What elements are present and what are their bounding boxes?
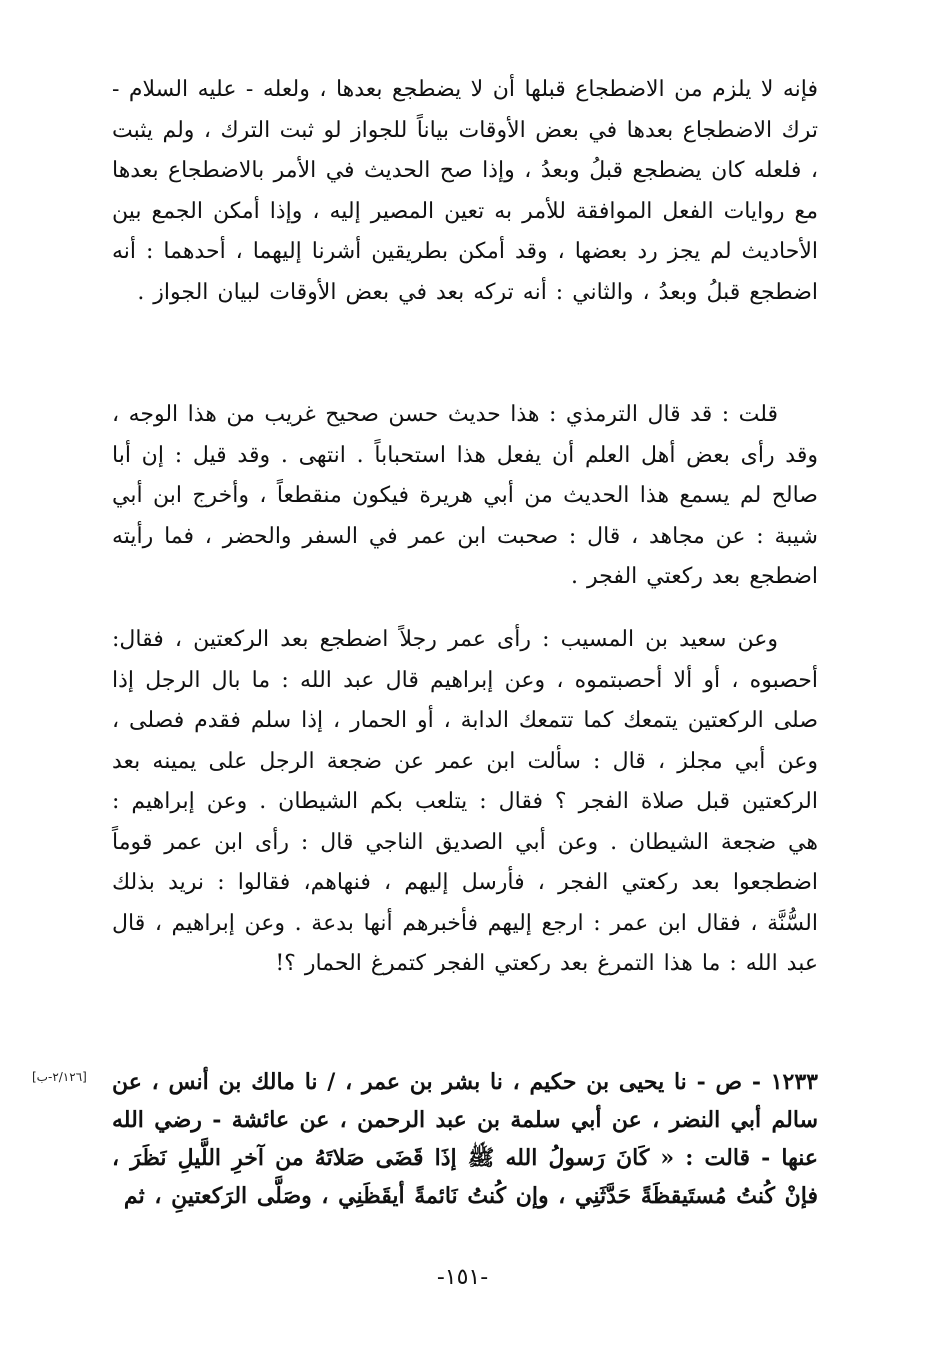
margin-folio-note: [٢/١٢٦-ب] — [32, 1070, 87, 1084]
hadith-paragraph — [112, 1063, 818, 1215]
paragraph-3-text: وعن سعيد بن المسيب : رأى عمر رجلاً اضطجع بعد الركعتين ، فقال: أحصبوه ، أو ألا أحصبتموه ، وعن إبراهيم قال عبد الله : ما بال الرجل إذا صلى الركعتين يتمعك كما تتمعك الدابة ، أو الحمار ، إذا سلم فقدم فصلى ، وعن أبي مجلز ، قال : سألت ابن عمر عن ضجعة الرجل على يمينه بعد الركعتين قبل صلاة الفجر ؟ فقال : يتلعب بكم الشيطان . وعن إبراهيم : هي ضجعة الشيطان . وعن أبي الصديق الناجي قال : رأى ابن عمر قوماً اضطجعوا بعد ركعتي الفجر ، فأرسل إليهم ، فنهاهم، فقالوا : نريد بذلك السُّنَّة ، فقال ابن عمر : ارجع إليهم فأخبرهم أنها بدعة . وعن إبراهيم ، قال عبد الله : ما هذا التمرغ بعد ركعتي الفجر كتمرغ الحمار ؟! — [112, 627, 818, 976]
paragraph-1 — [112, 70, 818, 313]
paragraph-3 — [112, 620, 818, 985]
paragraph-2-text: قلت : قد قال الترمذي : هذا حديث حسن صحيح غريب من هذا الوجه ، وقد رأى بعض أهل العلم أن يفعل هذا استحباباً . انتهى . وقد قيل : إن أبا صالح لم يسمع هذا الحديث من أبي هريرة فيكون منقطعاً ، وأخرج ابن أبي شيبة : عن مجاهد ، قال : صحبت ابن عمر في السفر والحضر ، فما رأيته اضطجع بعد ركعتي الفجر . — [112, 402, 818, 589]
hadith-text: ١٢٣٣ - ص - نا يحيى بن حكيم ، نا بشر بن عمر ، / نا مالك بن أنس ، عن سالم أبي النضر ، عن أبي سلمة بن عبد الرحمن ، عن عائشة - رضي الله عنها - قالت : « كَانَ رَسولُ الله ﷺ إذَا قَضَى صَلاتَهُ من آخرِ اللَّيلِ نَظَرَ ، فإنْ كُنتُ مُستَيقظَةً حَدَّثَنِي ، وإن كُنتُ نَائمةً أيقَظَنِي ، وصَلَّى الرَكعتينِ ، ثم — [112, 1069, 818, 1209]
page-number: -١٥١- — [436, 1265, 489, 1290]
paragraph-1-text: فإنه لا يلزم من الاضطجاع قبلها أن لا يضطجع بعدها ، ولعله - عليه السلام - ترك الاضطجاع بعدها في بعض الأوقات بياناً للجواز لو ثبت الترك ، ولم يثبت ، فلعله كان يضطجع قبلُ وبعدُ ، وإذا صح الحديث في الأمر بالاضطجاع بعدها مع روايات الفعل الموافقة للأمر به تعين المصير إليه ، وإذا أمكن الجمع بين الأحاديث لم يجز رد بعضها ، وقد أمكن بطريقين أشرنا إليهما ، أحدهما : أنه اضطجع قبلُ وبعدُ ، والثاني : أنه تركه بعد في بعض الأوقات لبيان الجواز . — [112, 77, 818, 305]
paragraph-2 — [112, 395, 818, 598]
